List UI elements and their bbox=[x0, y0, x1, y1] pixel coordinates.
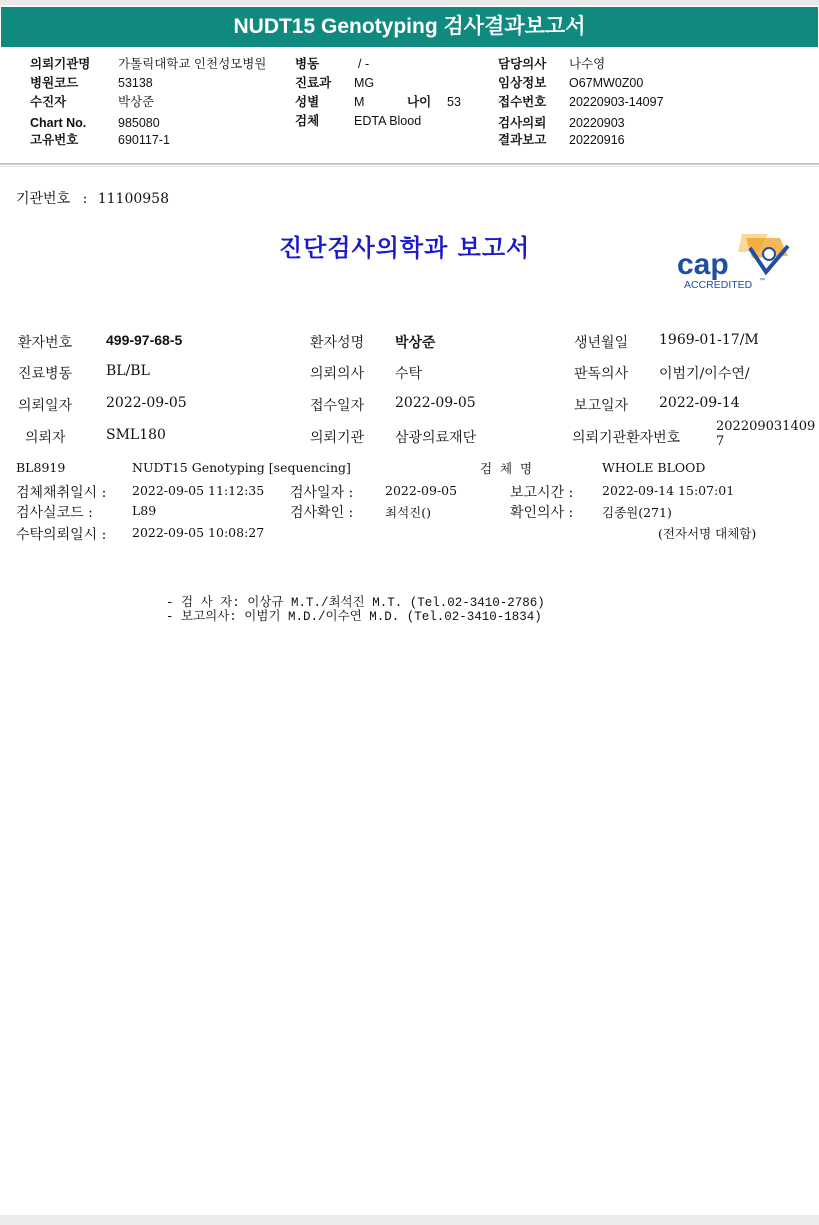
confirm-doctor-value: 김종원(271) bbox=[602, 505, 672, 520]
top-border bbox=[0, 0, 819, 5]
requester-value: SML180 bbox=[106, 427, 166, 443]
header-label-institution: 의뢰기관명 bbox=[30, 57, 91, 71]
esignature-note: (전자서명 대체함) bbox=[658, 526, 757, 541]
report-time-label: 보고시간 : bbox=[510, 485, 574, 501]
cap-logo-tm: ™ bbox=[759, 278, 765, 284]
ward-value: BL/BL bbox=[106, 363, 150, 379]
birthdate-label: 생년월일 bbox=[574, 335, 629, 351]
requesting-doctor-value: 수탁 bbox=[395, 366, 423, 382]
header-value-specimen: EDTA Blood bbox=[354, 114, 422, 128]
institution-patient-no-line2: 7 bbox=[716, 434, 725, 449]
header-label-specimen: 검체 bbox=[295, 114, 320, 128]
header-value-age: 53 bbox=[447, 95, 461, 109]
cap-logo-subtext: ACCREDITED bbox=[684, 279, 753, 291]
patient-id-value: 499-97-68-5 bbox=[106, 332, 183, 348]
report-time-value: 2022-09-14 15:07:01 bbox=[602, 483, 735, 498]
requesting-institution-label: 의뢰기관 bbox=[310, 430, 365, 446]
test-date-value: 2022-09-05 bbox=[385, 483, 458, 498]
header-value-receipt-no: 20220903-14097 bbox=[569, 95, 664, 109]
collection-label: 검체채취일시 : bbox=[16, 485, 107, 501]
institution-patient-no-value bbox=[716, 419, 815, 449]
header-value-chart-no: 985080 bbox=[118, 116, 160, 130]
specimen-value: WHOLE BLOOD bbox=[602, 460, 706, 475]
footer-tester: - 검 사 자: 이상규 M.T./최석진 M.T. (Tel.02-3410-2786) bbox=[166, 596, 545, 610]
reading-doctor-value: 이범기/이수연/ bbox=[659, 366, 750, 382]
lab-code-value: L89 bbox=[132, 503, 157, 518]
institution-number-label: 기관번호 bbox=[16, 191, 71, 207]
header-label-ward: 병동 bbox=[295, 57, 320, 71]
header-value-physician: 나수영 bbox=[569, 57, 606, 71]
institution-patient-no-label: 의뢰기관환자번호 bbox=[572, 430, 681, 446]
header-label-unique-no: 고유번호 bbox=[30, 133, 79, 147]
report-header-title: NUDT15 Genotyping 검사결과보고서 bbox=[1, 7, 818, 47]
header-label-test-request: 검사의뢰 bbox=[498, 116, 547, 130]
header-value-examinee: 박상준 bbox=[118, 95, 155, 109]
cap-accredited-logo bbox=[668, 234, 796, 296]
request-date-label: 의뢰일자 bbox=[18, 398, 73, 414]
reading-doctor-label: 판독의사 bbox=[574, 366, 629, 382]
ward-label: 진료병동 bbox=[18, 366, 73, 382]
header-label-age: 나이 bbox=[407, 95, 432, 109]
header-value-sex: M bbox=[354, 95, 365, 109]
header-value-unique-no: 690117-1 bbox=[118, 133, 170, 147]
header-label-hospital-code: 병원코드 bbox=[30, 76, 79, 90]
collection-value: 2022-09-05 11:12:35 bbox=[132, 483, 265, 498]
header-separator bbox=[0, 163, 819, 165]
test-date-label: 검사일자 : bbox=[290, 485, 354, 501]
header-value-hospital-code: 53138 bbox=[118, 76, 153, 90]
patient-id-label: 환자번호 bbox=[18, 335, 73, 351]
report-date-label: 보고일자 bbox=[574, 398, 629, 414]
test-confirm-value: 최석진() bbox=[385, 505, 431, 520]
requesting-doctor-label: 의뢰의사 bbox=[310, 366, 365, 382]
header-label-department: 진료과 bbox=[295, 76, 332, 90]
receipt-date-label: 접수일자 bbox=[310, 398, 365, 414]
test-confirm-label: 검사확인 : bbox=[290, 505, 354, 521]
header-label-clinical-info: 임상정보 bbox=[498, 76, 547, 90]
contract-request-value: 2022-09-05 10:08:27 bbox=[132, 525, 265, 540]
header-value-department: MG bbox=[354, 76, 375, 90]
receipt-date-value: 2022-09-05 bbox=[395, 395, 476, 411]
header-value-institution: 가톨릭대학교 인천성모병원 bbox=[118, 57, 267, 71]
test-code: BL8919 bbox=[16, 460, 66, 475]
confirm-doctor-label: 확인의사 : bbox=[510, 505, 574, 521]
requesting-institution-value: 삼광의료재단 bbox=[395, 430, 477, 446]
footer-reporting-doctor: - 보고의사: 이범기 M.D./이수연 M.D. (Tel.02-3410-1834) bbox=[166, 610, 542, 624]
header-label-chart-no: Chart No. bbox=[30, 116, 87, 130]
report-title: 진단검사의학과 보고서 bbox=[279, 233, 531, 262]
header-value-test-request: 20220903 bbox=[569, 116, 625, 130]
contract-request-label: 수탁의뢰일시 : bbox=[16, 527, 107, 543]
institution-patient-no-line1: 202209031409 bbox=[716, 419, 816, 434]
patient-name-value: 박상준 bbox=[395, 334, 436, 350]
test-name: NUDT15 Genotyping [sequencing] bbox=[132, 460, 351, 475]
specimen-label: 검 체 명 bbox=[480, 461, 533, 476]
header-value-clinical-info: O67MW0Z00 bbox=[569, 76, 644, 90]
header-value-result-report: 20220916 bbox=[569, 133, 625, 147]
header-label-sex: 성별 bbox=[295, 95, 320, 109]
institution-number bbox=[16, 188, 169, 208]
header-label-result-report: 결과보고 bbox=[498, 133, 547, 147]
header-label-physician: 담당의사 bbox=[498, 57, 547, 71]
request-date-value: 2022-09-05 bbox=[106, 395, 187, 411]
report-date-value: 2022-09-14 bbox=[659, 395, 740, 411]
requester-label: 의뢰자 bbox=[25, 430, 66, 446]
header-label-examinee: 수진자 bbox=[30, 95, 67, 109]
patient-name-label: 환자성명 bbox=[310, 335, 365, 351]
header-separator-shadow bbox=[0, 166, 819, 167]
birthdate-value: 1969-01-17/M bbox=[659, 332, 759, 348]
header-value-ward: / - bbox=[358, 57, 370, 71]
lab-code-label: 검사실코드 : bbox=[16, 505, 93, 521]
header-label-receipt-no: 접수번호 bbox=[498, 95, 547, 109]
cap-logo-text: cap bbox=[677, 248, 729, 281]
institution-number-value: 11100958 bbox=[97, 191, 169, 207]
institution-number-sep: : bbox=[82, 191, 88, 207]
bottom-border bbox=[0, 1215, 819, 1225]
